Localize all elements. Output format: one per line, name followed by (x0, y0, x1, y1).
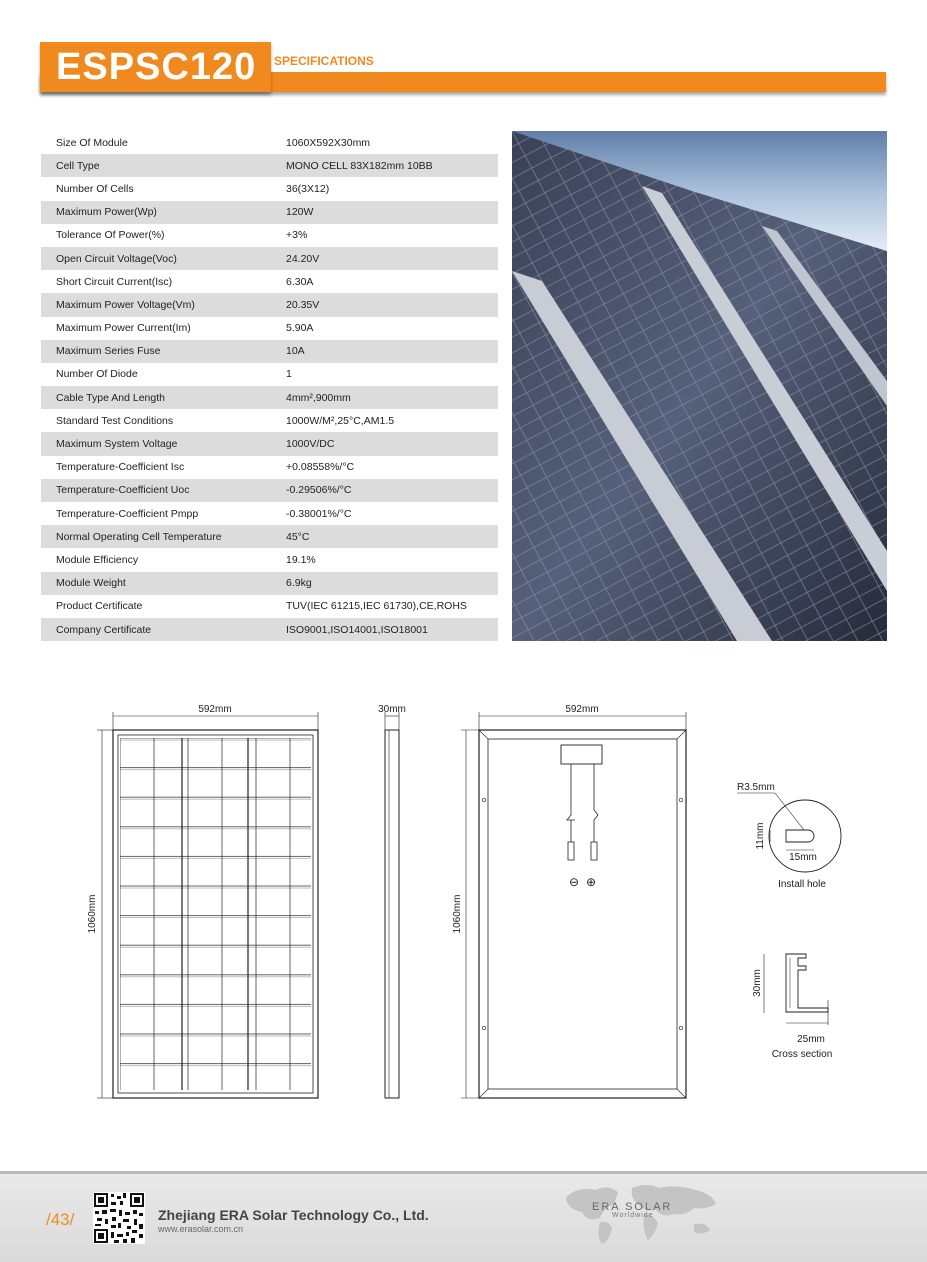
spec-row (41, 270, 498, 293)
spec-label: Standard Test Conditions (56, 414, 174, 427)
company-url: www.erasolar.com.cn (158, 1224, 244, 1234)
spec-label: Cell Type (56, 159, 100, 172)
spec-label: Number Of Cells (56, 182, 134, 195)
spec-label: Size Of Module (56, 136, 128, 149)
spec-row (41, 154, 498, 177)
spec-row (41, 293, 498, 316)
spec-label: Short Circuit Current(Isc) (56, 275, 173, 288)
page-number: /43/ (46, 1210, 75, 1229)
install-hole-detail (737, 782, 841, 890)
section-height-label: 30mm (752, 969, 763, 997)
cross-section-detail (752, 954, 832, 1060)
spec-value: +3% (286, 229, 308, 242)
solar-panel-photo (512, 131, 887, 641)
spec-value: 1 (286, 368, 292, 381)
negative-terminal: ⊖ (568, 875, 580, 889)
spec-value: 120W (286, 206, 314, 219)
spec-label: Maximum Power(Wp) (56, 206, 157, 219)
spec-label: Maximum System Voltage (56, 438, 178, 451)
side-width-label: 30mm (378, 704, 406, 715)
spec-value: 1060X592X30mm (286, 136, 371, 149)
spec-value: 4mm²,900mm (286, 391, 351, 404)
spec-value: TUV(IEC 61215,IEC 61730),CE,ROHS (286, 600, 467, 613)
page-header (40, 42, 888, 94)
spec-table (41, 131, 498, 641)
spec-value: 6.30A (286, 275, 314, 288)
install-hole-caption: Install hole (778, 879, 826, 890)
spec-row (41, 363, 498, 386)
spec-value: MONO CELL 83X182mm 10BB (286, 159, 433, 172)
spec-row (41, 572, 498, 595)
cross-section-caption: Cross section (771, 1049, 833, 1060)
spec-row (41, 502, 498, 525)
spec-label: Normal Operating Cell Temperature (56, 530, 222, 543)
spec-row (41, 432, 498, 455)
spec-value: ISO9001,ISO14001,ISO18001 (286, 623, 428, 636)
section-subtitle: SPECIFICATIONS (274, 54, 374, 68)
positive-terminal: ⊕ (585, 875, 597, 889)
brand-logo-text: ERA SOLAR (592, 1201, 673, 1213)
spec-row (41, 247, 498, 270)
spec-value: +0.08558%/°C (286, 461, 355, 474)
spec-row (41, 131, 498, 154)
page-footer (0, 1171, 927, 1262)
spec-row (41, 525, 498, 548)
spec-row (41, 618, 498, 641)
spec-value: 1000V/DC (286, 438, 335, 451)
spec-value: 45°C (286, 530, 310, 543)
hole-width-label: 15mm (789, 852, 817, 863)
spec-row (41, 224, 498, 247)
spec-label: Temperature-Coefficient Uoc (56, 484, 190, 497)
spec-label: Cable Type And Length (56, 391, 165, 404)
drawings-svg (0, 690, 927, 1120)
spec-row (41, 456, 498, 479)
spec-row (41, 201, 498, 224)
junction-box (561, 745, 602, 764)
spec-value: 5.90A (286, 322, 314, 335)
spec-label: Company Certificate (56, 623, 152, 636)
solar-panel-image (512, 131, 887, 641)
spec-label: Maximum Series Fuse (56, 345, 161, 358)
spec-label: Tolerance Of Power(%) (56, 229, 165, 242)
front-view (87, 704, 318, 1098)
spec-label: Maximum Power Current(Im) (56, 322, 191, 335)
spec-value: -0.38001%/°C (286, 507, 352, 520)
back-width-label: 592mm (565, 704, 599, 715)
spec-label: Module Weight (56, 577, 126, 590)
spec-label: Maximum Power Voltage(Vm) (56, 298, 195, 311)
spec-row (41, 479, 498, 502)
section-width-label: 25mm (797, 1034, 825, 1045)
spec-label: Number Of Diode (56, 368, 138, 381)
spec-label: Temperature-Coefficient Isc (56, 461, 185, 474)
back-view (452, 704, 686, 1098)
spec-value: 20.35V (286, 298, 320, 311)
qr-code-icon (93, 1192, 145, 1244)
side-view (378, 704, 406, 1098)
front-width-label: 592mm (198, 704, 232, 715)
spec-row (41, 595, 498, 618)
spec-label: Temperature-Coefficient Pmpp (56, 507, 199, 520)
spec-row (41, 317, 498, 340)
spec-label: Product Certificate (56, 600, 143, 613)
spec-value: -0.29506%/°C (286, 484, 352, 497)
spec-row (41, 177, 498, 200)
spec-value: 36(3X12) (286, 182, 330, 195)
model-title: ESPSC120 (56, 46, 257, 88)
hole-radius-label: R3.5mm (737, 782, 775, 793)
qr-code (93, 1192, 145, 1244)
spec-value: 6.9kg (286, 577, 312, 590)
front-height-label: 1060mm (87, 894, 98, 934)
spec-label: Module Efficiency (56, 553, 139, 566)
spec-row (41, 340, 498, 363)
company-name: Zhejiang ERA Solar Technology Co., Ltd. (158, 1207, 429, 1223)
title-box (40, 42, 271, 92)
hole-height-label: 11mm (755, 822, 766, 850)
spec-value: 10A (286, 345, 305, 358)
spec-value: 24.20V (286, 252, 320, 265)
technical-drawings (0, 690, 927, 1120)
spec-value: 1000W/M²,25°C,AM1.5 (286, 414, 395, 427)
brand-tagline: Worldwide (612, 1212, 654, 1219)
spec-label: Open Circuit Voltage(Voc) (56, 252, 177, 265)
spec-value: 19.1% (286, 553, 316, 566)
spec-row (41, 409, 498, 432)
spec-row (41, 548, 498, 571)
spec-row (41, 386, 498, 409)
back-height-label: 1060mm (452, 894, 463, 934)
